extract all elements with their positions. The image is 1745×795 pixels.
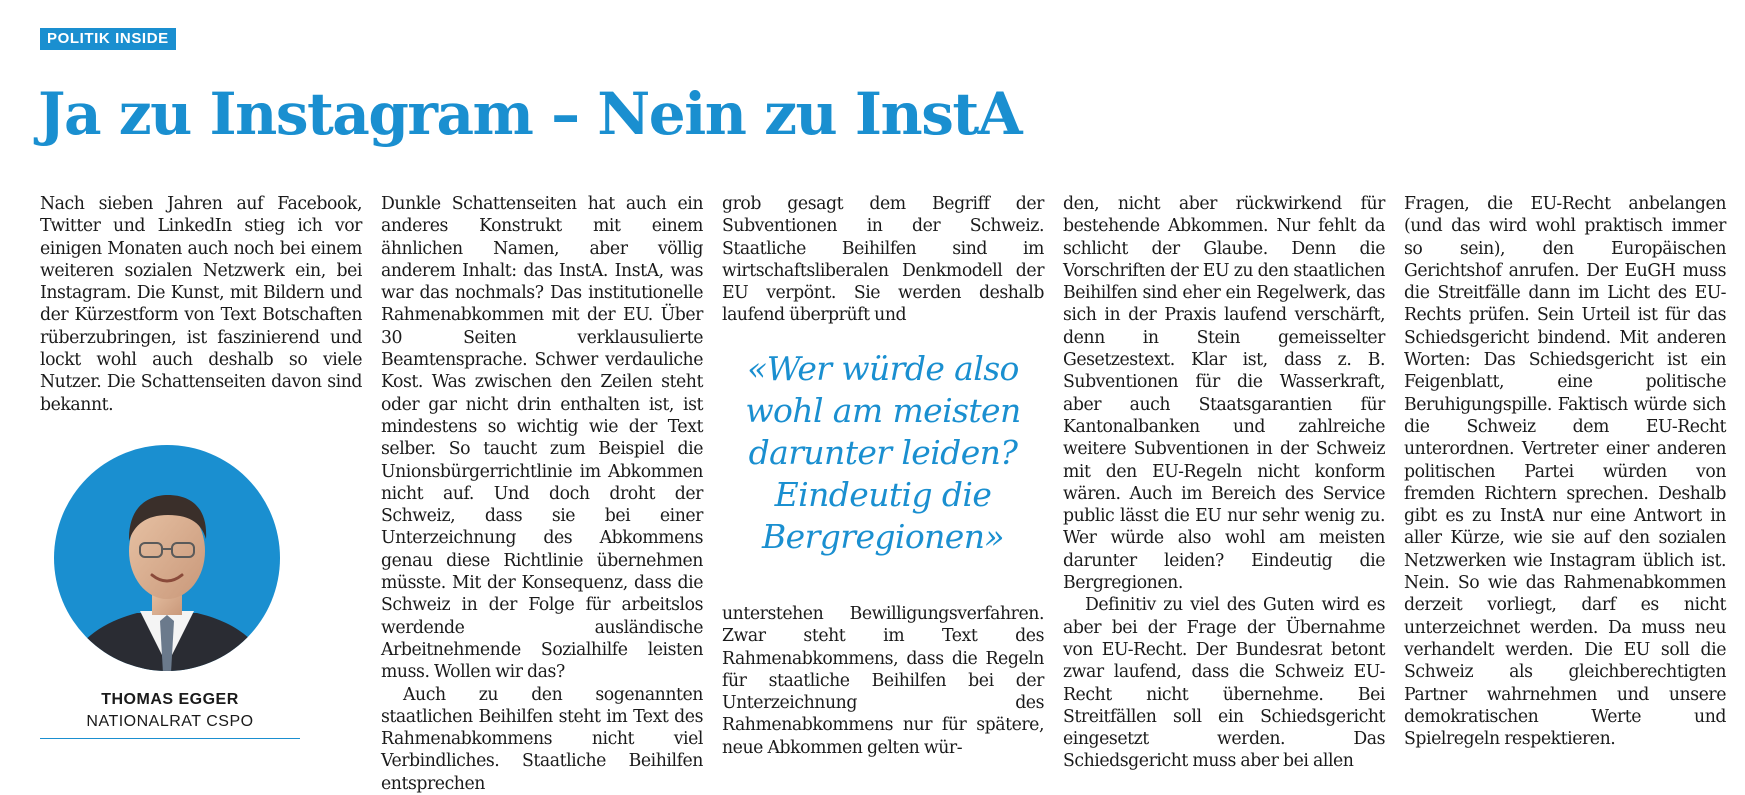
- column-2-paragraph-2: Auch zu den sogenannten staatlichen Beihilfen steht im Text des Rahmenabkommens nicht viel Verbindliches. Staatliche Beihilfen entsprechen: [381, 684, 703, 794]
- column-4-paragraph-2: Definitiv zu viel des Guten wird es aber bei der Frage der Übernahme von EU-Recht. Der Bundesrat betont zwar laufend, dass die Schweiz EU-Recht nicht übernehme. Bei Streitfällen soll ein Schiedsgericht eingesetzt werden. Das Schiedsgericht muss aber bei allen: [1063, 595, 1385, 772]
- pull-quote: «Wer würde also wohl am meisten darunter leiden? Eindeutig die Bergregionen»: [745, 349, 1021, 556]
- column-2-paragraph-1: Dunkle Schattenseiten hat auch ein anderes Konstrukt mit einem ähnlichen Namen, aber völlig anderem Inhalt: das InstA. InstA, was war das nochmals? Das institutionelle Rahmenabkommen mit der EU. Über 30 Seiten verklausulierte Beamtensprache. Schwer verdauliche Kost. Was zwischen den Zeilen steht oder gar nicht drin enthalten ist, ist mindestens so wichtig wie der Text selber. So taucht zum Beispiel die Unionsbürgerrichtlinie im Abkommen nicht auf. Und doch droht der Schweiz, dass sie bei einer Unterzeichnung des Abkommens genau diese Richtlinie übernehmen müsste. Mit der Konsequenz, dass die Schweiz in der Folge für arbeitslos werdende ausländische Arbeitnehmende Sozialhilfe leisten muss. Wollen wir das?: [381, 194, 703, 683]
- column-3-paragraph-bottom: unterstehen Bewilligungsverfahren. Zwar steht im Text des Rahmenabkommens, dass die Regeln für staatliche Beihilfen bei der Unterzeichnung des Rahmenabkommens nur für spätere, neue Abkommen gelten wür-: [722, 604, 1044, 758]
- author-divider: [40, 738, 300, 739]
- article-column-1: [40, 193, 362, 416]
- author-name: THOMAS EGGER: [101, 691, 239, 708]
- article-column-3-top: [722, 193, 1044, 327]
- article-column-3-bottom: [722, 603, 1044, 759]
- column-4-paragraph-1: den, nicht aber rückwirkend für bestehende Abkommen. Nur fehlt da schlicht der Glaube. Denn die Vorschriften der EU zu den staatlichen Beihilfen sind eher ein Regelwerk, das sich in der Praxis laufend verschärft, denn in Stein gemeisselter Gesetzestext. Klar ist, dass z. B. Subventionen für die Wasserkraft, aber auch Staatsgarantien für Kantonalbanken und zahlreiche weitere Subventionen in der Schweiz mit den EU-Regeln nicht konform wären. Auch im Bereich des Service public lässt die EU nur sehr wenig zu. Wer würde also wohl am meisten darunter leiden? Eindeutig die Bergregionen.: [1063, 194, 1385, 594]
- section-rubric: POLITIK INSIDE: [40, 28, 176, 50]
- article-column-5: [1404, 193, 1726, 750]
- column-3-paragraph-top: grob gesagt dem Begriff der Subventionen in der Schweiz. Staatliche Beihilfen sind im wirtschaftsliberalen Denkmodell der EU verpönt. Sie werden deshalb laufend überprüft und: [722, 194, 1044, 326]
- author-role: NATIONALRAT CSPO: [86, 713, 254, 730]
- article-column-2: [381, 193, 703, 795]
- author-portrait: [52, 443, 282, 673]
- column-1-paragraph-1: Nach sieben Jahren auf Facebook, Twitter und LinkedIn stieg ich vor einigen Monaten auch noch bei einem weiteren sozialen Netzwerk ein, bei Instagram. Die Kunst, mit Bildern und der Kürzestform von Text Botschaften rüberzubringen, ist faszinierend und lockt wohl auch deshalb so viele Nutzer. Die Schattenseiten davon sind bekannt.: [40, 194, 362, 415]
- column-5-paragraph-1: Fragen, die EU-Recht anbelangen (und das wird wohl praktisch immer so sein), den Europäischen Gerichtshof anrufen. Der EuGH muss die Streitfälle dann im Licht des EU-Rechts prüfen. Sein Urteil ist für das Schiedsgericht bindend. Mit anderen Worten: Das Schiedsgericht ist ein Feigenblatt, eine politische Beruhigungspille. Faktisch würde sich die Schweiz dem EU-Recht unterordnen. Vertreter einer anderen politischen Partei würden von fremden Richtern sprechen. Deshalb gibt es zu InstA nur eine Antwort in aller Kürze, wie sie auf den sozialen Netzwerken wie Instagram üblich ist. Nein. So wie das Rahmenabkommen derzeit vorliegt, darf es nicht unterzeichnet werden. Da muss neu verhandelt werden. Die EU soll die Schweiz als gleichberechtigten Partner wahrnehmen und unsere demokratischen Werte und Spielregeln respektieren.: [1404, 194, 1726, 750]
- article-headline: Ja zu Instagram – Nein zu InstA: [38, 80, 1022, 148]
- article-column-4: [1063, 193, 1385, 773]
